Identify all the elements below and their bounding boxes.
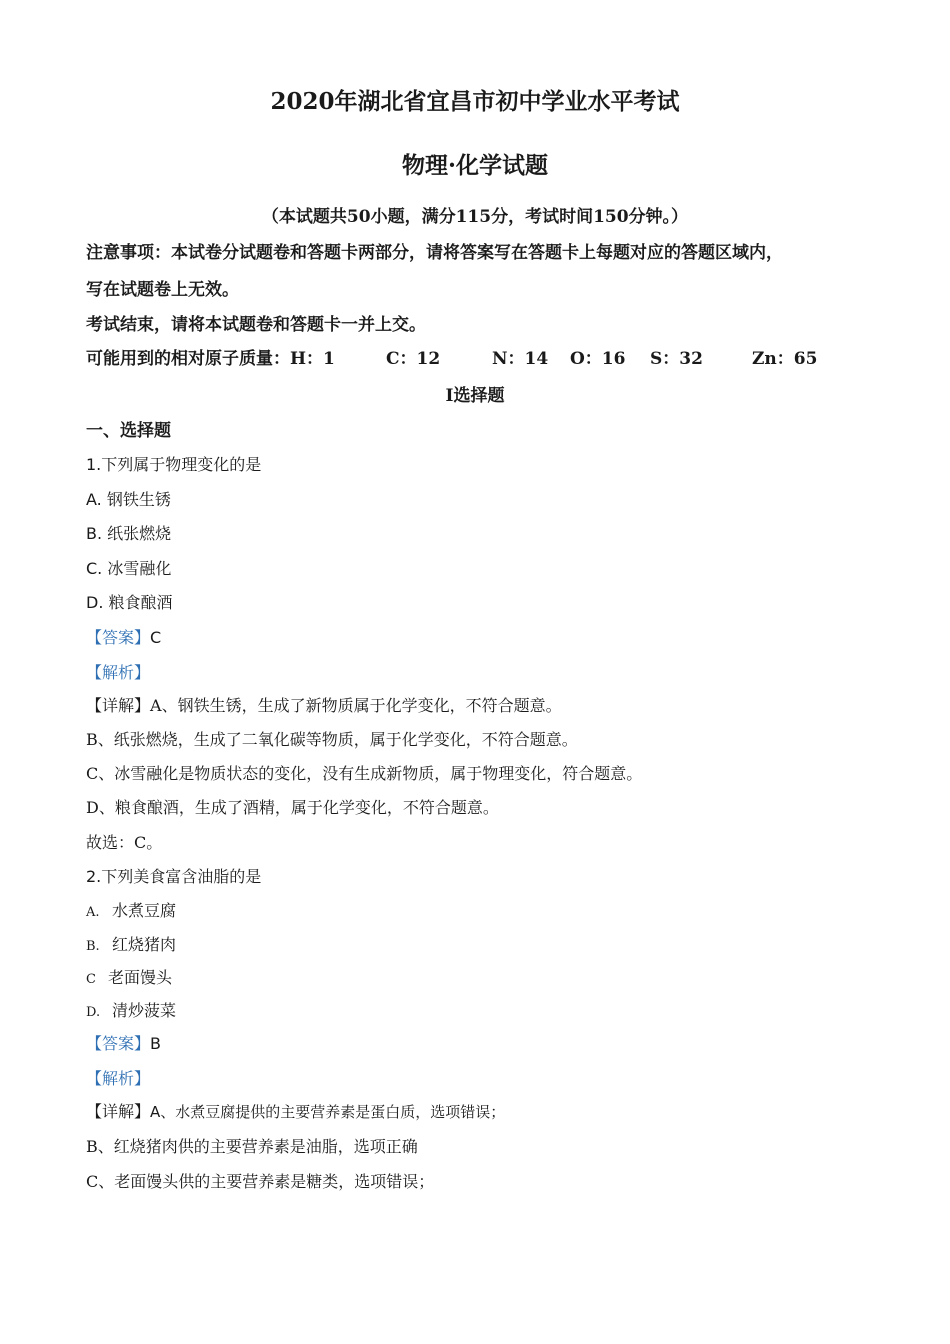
atom-c: C：12 [386,349,441,369]
q1-option-a-letter: A. [86,490,102,509]
q1-option-a-text: 钢铁生锈 [106,490,171,509]
q2-option-a-letter: A. [86,905,100,920]
notes-line-3: 考试结束，请将本试题卷和答题卡一并上交。 [86,315,426,335]
q2-option-b [86,935,176,957]
exam-title: 2020年湖北省宜昌市初中学业水平考试 [270,88,680,115]
notes-line-1: 注意事项：本试卷分试题卷和答题卡两部分，请将答案写在答题卡上每题对应的答题区域内， [86,243,783,263]
atoms-label: 可能用到的相对原子质量： [86,349,290,369]
q1-detail-1-text: A、钢铁生锈，生成了新物质属于化学变化，不符合题意。 [150,696,562,715]
q2-option-a [86,901,176,923]
q1-option-c-letter: C. [86,559,103,578]
q1-option-b-letter: B. [86,524,103,543]
q2-answer [86,1034,161,1054]
atom-zn: Zn：65 [752,349,818,369]
atom-o: O：16 [570,349,626,369]
exam-info: （本试题共50小题，满分115分，考试时间150分钟。） [261,207,689,227]
q1-option-d-letter: D. [86,593,104,612]
q1-option-c-text: 冰雪融化 [107,559,172,578]
q1-option-d-text: 粮食酿酒 [108,593,173,612]
q1-option-b-text: 纸张燃烧 [107,524,172,543]
q2-option-a-text: 水煮豆腐 [112,901,177,920]
q2-analysis-tag: 【解析】 [86,1069,151,1088]
q1-option-d [86,593,173,613]
section-heading: 一、选择题 [86,421,171,441]
q2-option-c [86,968,172,990]
q1-number: 1. [86,455,102,474]
q2-detail-3: C、老面馒头供的主要营养素是糖类，选项错误； [86,1172,435,1191]
atom-s: S：32 [650,349,703,369]
q2-option-c-letter: C [86,972,96,987]
answer-tag: 【答案】 [86,628,151,647]
q1-detail-1 [86,696,562,716]
q2-detail-1 [86,1102,505,1122]
q1-stem-text: 下列属于物理变化的是 [101,455,262,474]
q2-stem [86,867,261,887]
q1-detail-3: C、冰雪融化是物质状态的变化，没有生成新物质，属于物理变化，符合题意。 [86,764,643,783]
q1-option-c [86,559,171,579]
q2-option-b-text: 红烧猪肉 [112,935,177,954]
q1-option-a [86,490,171,510]
atomic-masses [86,349,817,369]
q1-conclusion: 故选：C。 [86,833,163,852]
q2-option-b-letter: B. [86,939,100,954]
atom-h: H：1 [290,349,335,369]
q2-number: 2. [86,867,102,886]
detail-tag: 【详解】 [86,1102,151,1121]
part-title: I选择题 [445,386,505,406]
q1-answer-value: C [150,628,162,647]
q1-detail-4: D、粮食酿酒，生成了酒精，属于化学变化，不符合题意。 [86,798,499,817]
q2-detail-2: B、红烧猪肉供的主要营养素是油脂，选项正确 [86,1137,418,1156]
q2-option-c-text: 老面馒头 [108,968,173,987]
q2-option-d [86,1001,176,1023]
q2-stem-text: 下列美食富含油脂的是 [101,867,262,886]
exam-subtitle: 物理·化学试题 [401,152,548,179]
q1-detail-2: B、纸张燃烧，生成了二氧化碳等物质，属于化学变化，不符合题意。 [86,730,578,749]
q2-detail-1-text: A、水煮豆腐提供的主要营养素是蛋白质，选项错误； [150,1103,506,1121]
q2-answer-value: B [150,1034,161,1053]
answer-tag: 【答案】 [86,1034,151,1053]
q1-analysis-tag: 【解析】 [86,663,151,682]
q1-stem [86,455,261,475]
detail-tag: 【详解】 [86,696,151,715]
q1-option-b [86,524,171,544]
q2-option-d-letter: D. [86,1005,101,1020]
notes-line-2: 写在试题卷上无效。 [86,280,239,300]
atom-n: N：14 [492,349,549,369]
q1-answer [86,628,161,648]
q2-option-d-text: 清炒菠菜 [112,1001,177,1020]
